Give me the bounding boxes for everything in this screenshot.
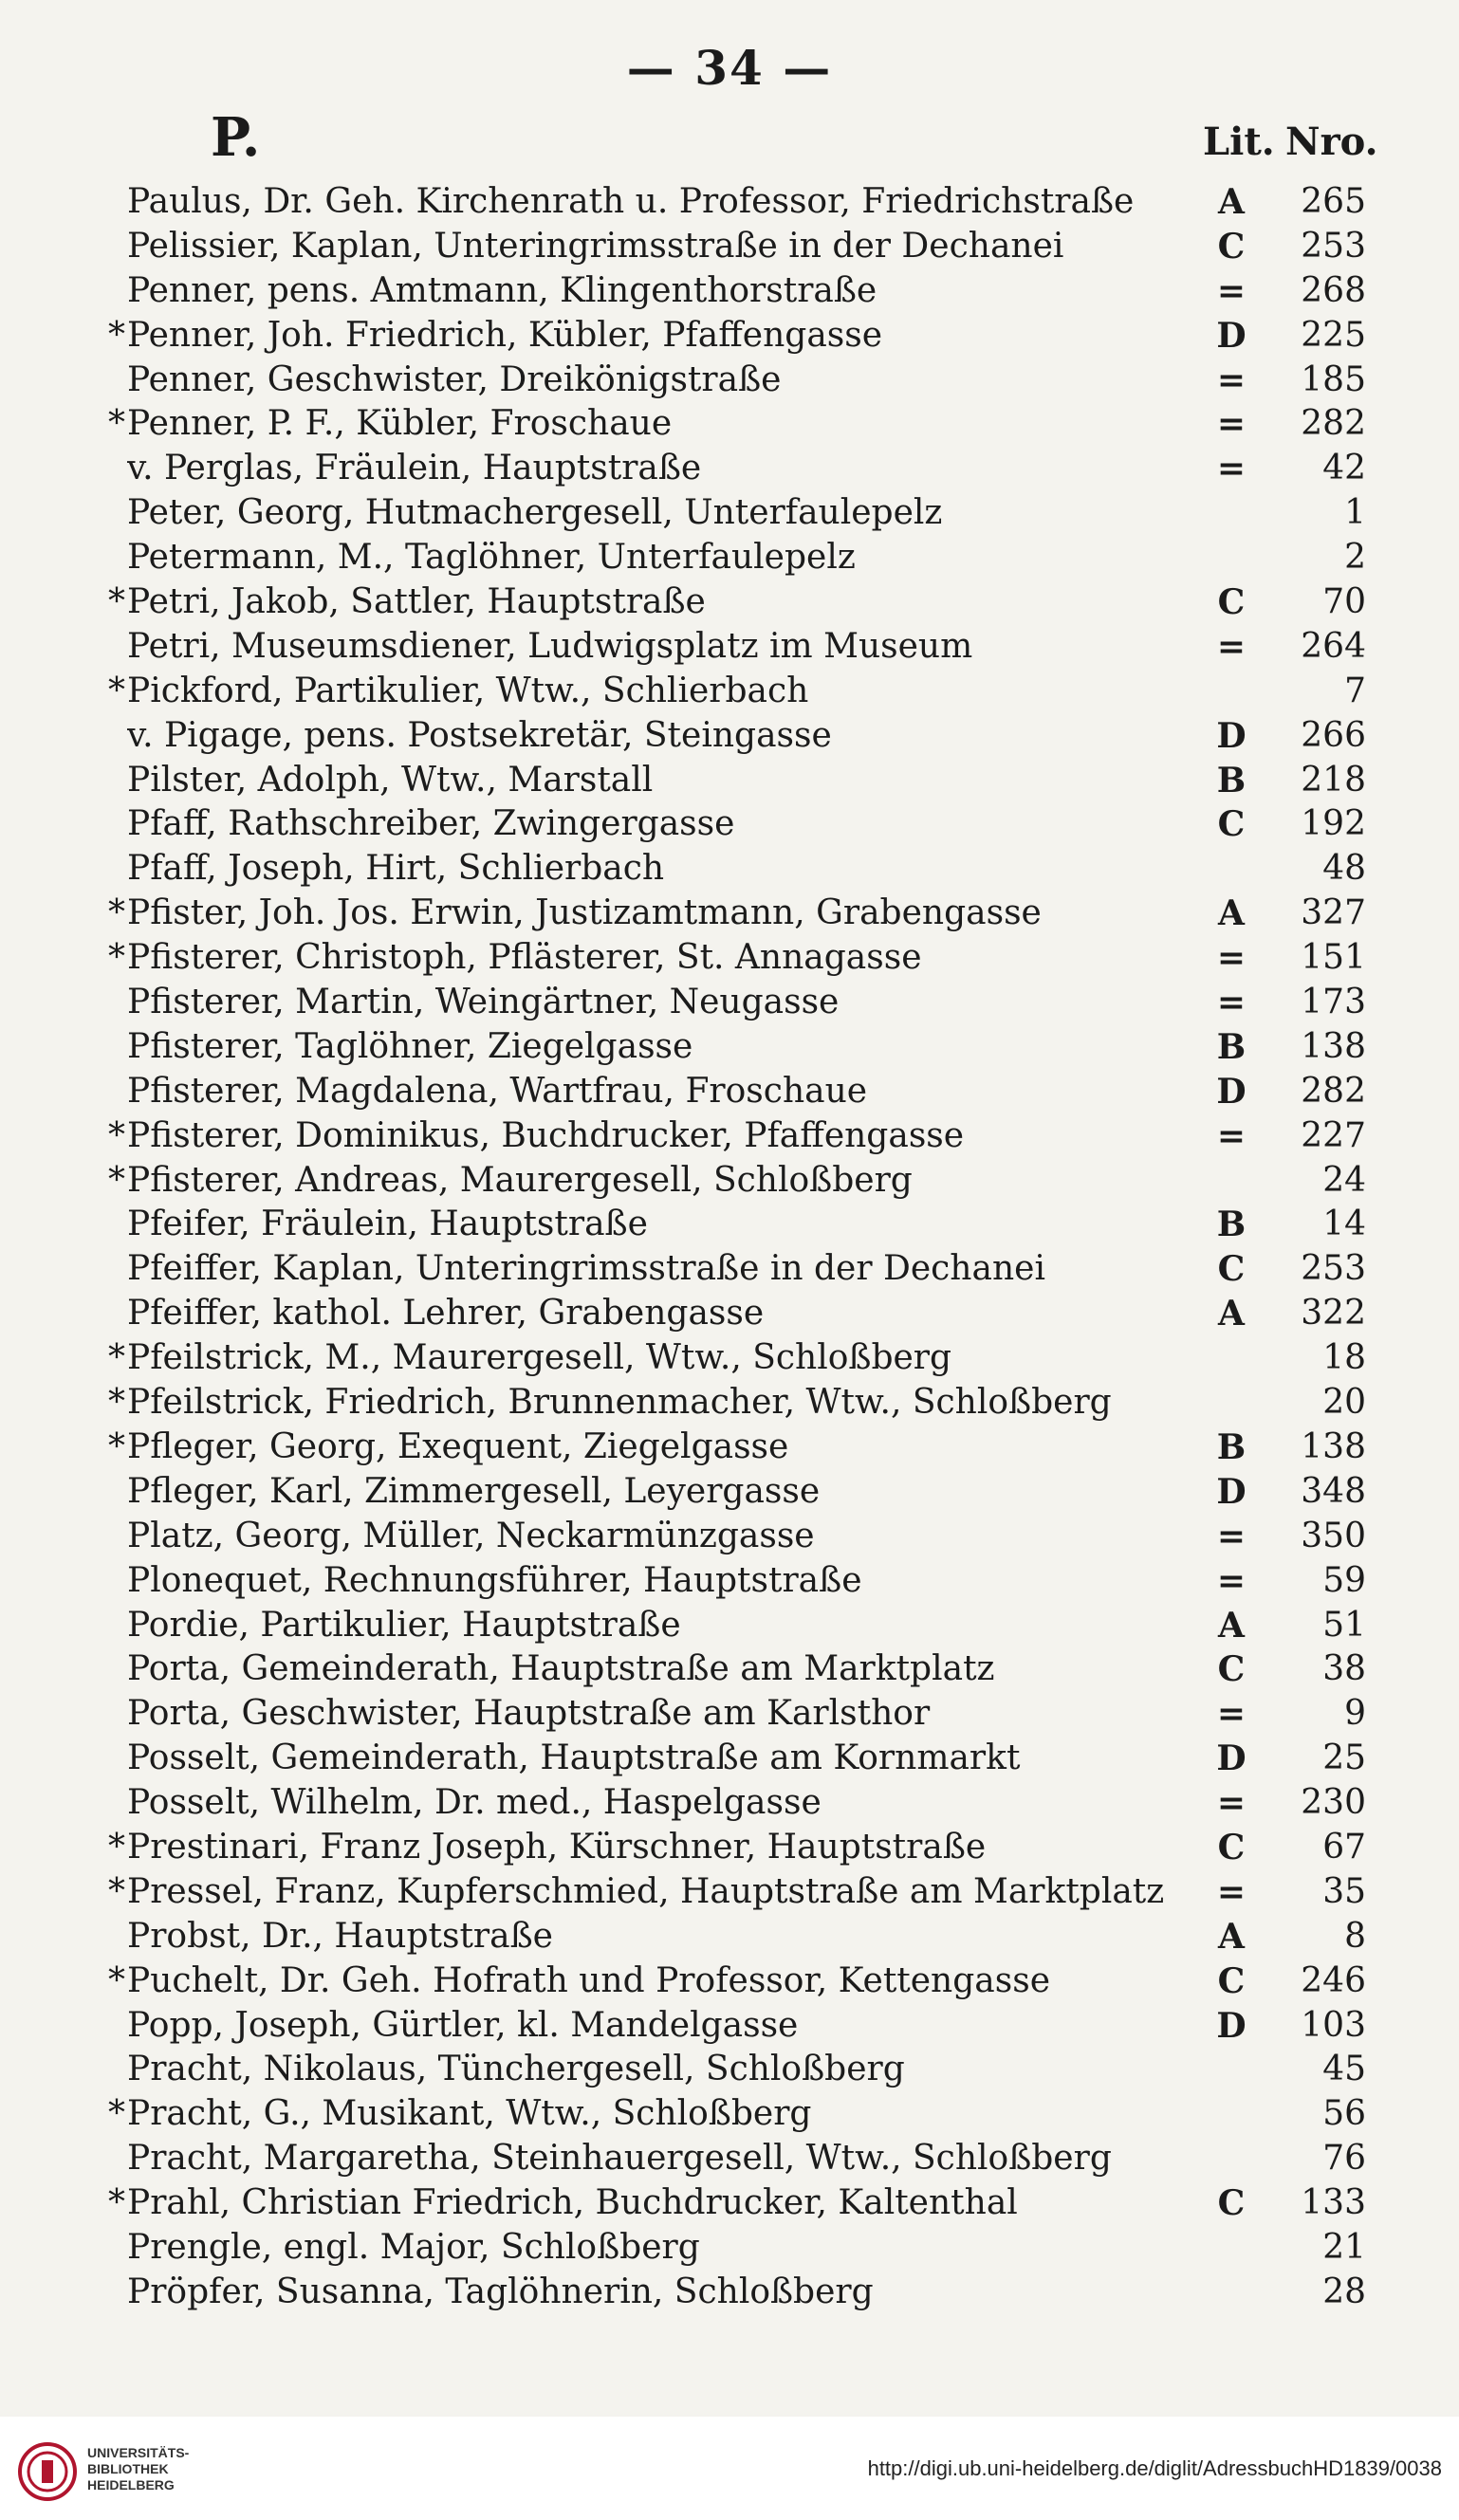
address-entry (0, 180, 1459, 225)
entry-star-marker: * (108, 1960, 125, 2000)
address-entry (0, 1559, 1459, 1604)
entry-nro-value: 21 (1322, 2227, 1366, 2267)
entry-name-text: Pröpfer, Susanna, Taglöhnerin, Schloßberg (127, 2272, 874, 2311)
address-entry (0, 2137, 1459, 2181)
entry-nro-value: 264 (1301, 626, 1366, 666)
entry-star-marker: * (108, 1383, 125, 1423)
address-entry (0, 670, 1459, 714)
entry-lit-value: = (1216, 1871, 1247, 1912)
entry-nro-value: 266 (1301, 715, 1366, 755)
address-entry (0, 1025, 1459, 1070)
address-entry (0, 359, 1459, 403)
entry-nro-value: 138 (1301, 1026, 1366, 1066)
entry-name-text: Penner, Geschwister, Dreikönigstraße (127, 359, 782, 399)
address-entry (0, 225, 1459, 269)
entry-nro-value: 25 (1322, 1738, 1366, 1778)
entry-nro-value: 218 (1301, 760, 1366, 800)
entry-name-text: Petri, Museumsdiener, Ludwigsplatz im Museum (127, 626, 973, 666)
entry-star-marker: * (108, 315, 125, 355)
entry-name-text: Pilster, Adolph, Wtw., Marstall (127, 760, 654, 800)
address-entry (0, 802, 1459, 847)
entry-nro-value: 48 (1322, 849, 1366, 889)
address-entry (0, 2004, 1459, 2049)
entry-name-text: Petermann, M., Taglöhner, Unterfaulepelz (127, 538, 856, 578)
entry-name-text: Pfleger, Georg, Exequent, Ziegelgasse (127, 1426, 789, 1466)
entry-nro-value: 265 (1301, 182, 1366, 221)
entry-name-text: Prengle, engl. Major, Schloßberg (127, 2227, 700, 2267)
entry-nro-value: 230 (1301, 1783, 1366, 1823)
entry-nro-value: 45 (1322, 2050, 1366, 2089)
address-entry (0, 1070, 1459, 1114)
entry-lit-value: = (1216, 1694, 1247, 1735)
entry-name-text: Plonequet, Rechnungsführer, Hauptstraße (127, 1560, 862, 1600)
entry-name-text: Pordie, Partikulier, Hauptstraße (127, 1605, 681, 1645)
entry-nro-value: 51 (1322, 1605, 1366, 1645)
entry-lit-value: = (1216, 1783, 1247, 1824)
entry-name-text: Pfisterer, Taglöhner, Ziegelgasse (127, 1026, 693, 1066)
address-entry (0, 1203, 1459, 1247)
entry-name-text: Pfisterer, Martin, Weingärtner, Neugasse (127, 983, 840, 1022)
entry-name-text: Popp, Joseph, Gürtler, kl. Mandelgasse (127, 2005, 799, 2045)
entry-name-text: Pfaff, Joseph, Hirt, Schlierbach (127, 849, 665, 889)
entry-name-text: Pfeilstrick, Friedrich, Brunnenmacher, Wtw., Schloßberg (127, 1383, 1112, 1423)
entry-name-text: Penner, pens. Amtmann, Klingenthorstraße (127, 270, 877, 310)
address-entry (0, 314, 1459, 359)
entry-nro-value: 348 (1301, 1471, 1366, 1511)
entry-name-text: Pfisterer, Christoph, Pflästerer, St. Annagasse (127, 938, 922, 978)
address-entry (0, 1959, 1459, 2004)
entry-nro-value: 282 (1301, 404, 1366, 444)
address-entry (0, 2271, 1459, 2315)
entry-nro-value: 173 (1301, 983, 1366, 1022)
entry-name-text: Pfister, Joh. Jos. Erwin, Justizamtmann, Grabengasse (127, 893, 1042, 933)
entry-nro-value: 70 (1322, 582, 1366, 622)
address-entry (0, 1159, 1459, 1204)
entry-nro-value: 1 (1344, 493, 1366, 533)
entry-nro-value: 133 (1301, 2183, 1366, 2223)
entry-name-text: Pfleger, Karl, Zimmergesell, Leyergasse (127, 1471, 821, 1511)
entry-lit-value: A (1218, 182, 1245, 222)
entry-lit-value: C (1217, 582, 1246, 623)
column-header-nro: Nro. (1285, 120, 1378, 164)
entry-nro-value: 14 (1322, 1205, 1366, 1244)
entry-name-text: Penner, P. F., Kübler, Froschaue (127, 404, 673, 444)
entry-lit-value: = (1216, 449, 1247, 489)
entry-lit-value: A (1218, 1294, 1245, 1334)
entry-nro-value: 59 (1322, 1560, 1366, 1600)
entry-name-text: Petri, Jakob, Sattler, Hauptstraße (127, 582, 706, 622)
address-entry (0, 981, 1459, 1025)
entry-nro-value: 253 (1301, 226, 1366, 266)
entry-name-text: Posselt, Gemeinderath, Hauptstraße am Kornmarkt (127, 1738, 1021, 1778)
entry-name-text: Posselt, Wilhelm, Dr. med., Haspelgasse (127, 1783, 822, 1823)
column-header-row (0, 106, 1459, 173)
entry-lit-value: C (1217, 1960, 1246, 2001)
entry-nro-value: 185 (1301, 359, 1366, 399)
entry-lit-value: D (1216, 1738, 1247, 1779)
entry-name-text: Prestinari, Franz Joseph, Kürschner, Hauptstraße (127, 1827, 987, 1867)
entry-name-text: Prahl, Christian Friedrich, Buchdrucker, Kaltenthal (127, 2183, 1018, 2223)
entry-star-marker: * (108, 938, 125, 978)
entry-name-text: Pracht, G., Musikant, Wtw., Schloßberg (127, 2094, 812, 2134)
entry-nro-value: 2 (1344, 538, 1366, 578)
entry-nro-value: 268 (1301, 270, 1366, 310)
entry-nro-value: 246 (1301, 1960, 1366, 2000)
entry-nro-value: 24 (1322, 1160, 1366, 1200)
address-entry-list (0, 180, 1459, 2315)
entry-nro-value: 350 (1301, 1516, 1366, 1555)
entry-nro-value: 8 (1344, 1916, 1366, 1956)
entry-star-marker: * (108, 893, 125, 933)
entry-nro-value: 322 (1301, 1294, 1366, 1334)
address-entry (0, 2092, 1459, 2137)
entry-name-text: Paulus, Dr. Geh. Kirchenrath u. Professor, Friedrichstraße (127, 182, 1135, 221)
entry-nro-value: 35 (1322, 1871, 1366, 1911)
entry-nro-value: 192 (1301, 804, 1366, 844)
entry-star-marker: * (108, 1338, 125, 1378)
entry-star-marker: * (108, 1871, 125, 1911)
entry-name-text: Platz, Georg, Müller, Neckarmünzgasse (127, 1516, 815, 1555)
source-url-link[interactable]: http://digi.ub.uni-heidelberg.de/diglit/AdressbuchHD1839/0038 (867, 2456, 1442, 2480)
entry-star-marker: * (108, 671, 125, 710)
university-seal-icon (17, 2441, 78, 2502)
address-entry (0, 847, 1459, 892)
entry-star-marker: * (108, 1160, 125, 1200)
entry-nro-value: 76 (1322, 2139, 1366, 2179)
entry-nro-value: 327 (1301, 893, 1366, 933)
entry-lit-value: C (1217, 226, 1246, 267)
entry-nro-value: 138 (1301, 1426, 1366, 1466)
entry-lit-value: D (1216, 1471, 1247, 1512)
entry-nro-value: 38 (1322, 1649, 1366, 1689)
entry-name-text: Porta, Geschwister, Hauptstraße am Karlsthor (127, 1694, 931, 1734)
entry-lit-value: C (1217, 1827, 1246, 1867)
entry-name-text: Pickford, Partikulier, Wtw., Schlierbach (127, 671, 809, 710)
entry-nro-value: 67 (1322, 1827, 1366, 1867)
entry-lit-value: C (1217, 804, 1246, 845)
entry-lit-value: D (1216, 715, 1247, 756)
entry-lit-value: = (1216, 938, 1247, 979)
address-entry (0, 1870, 1459, 1915)
address-entry (0, 1247, 1459, 1292)
entry-lit-value: C (1217, 2183, 1246, 2224)
entry-nro-value: 20 (1322, 1383, 1366, 1423)
address-entry (0, 1737, 1459, 1781)
entry-name-text: Pracht, Nikolaus, Tünchergesell, Schloßberg (127, 2050, 905, 2089)
entry-star-marker: * (108, 2183, 125, 2223)
entry-lit-value: = (1216, 404, 1247, 445)
address-entry (0, 269, 1459, 314)
address-entry (0, 1470, 1459, 1515)
entry-name-text: Pfeiffer, kathol. Lehrer, Grabengasse (127, 1294, 765, 1334)
address-entry (0, 759, 1459, 803)
entry-nro-value: 18 (1322, 1338, 1366, 1378)
address-entry (0, 1915, 1459, 1959)
entry-name-text: v. Pigage, pens. Postsekretär, Steingasse (127, 715, 832, 755)
entry-nro-value: 56 (1322, 2094, 1366, 2134)
entry-star-marker: * (108, 1115, 125, 1155)
entry-lit-value: C (1217, 1249, 1246, 1290)
entry-nro-value: 103 (1301, 2005, 1366, 2045)
address-entry (0, 402, 1459, 447)
entry-lit-value: = (1216, 359, 1247, 400)
address-entry (0, 1647, 1459, 1692)
entry-nro-value: 28 (1322, 2272, 1366, 2311)
entry-lit-value: = (1216, 983, 1247, 1023)
address-entry (0, 1426, 1459, 1470)
entry-nro-value: 151 (1301, 938, 1366, 978)
entry-lit-value: A (1218, 893, 1245, 934)
entry-nro-value: 227 (1301, 1115, 1366, 1155)
entry-name-text: Pfisterer, Magdalena, Wartfrau, Froschaue (127, 1071, 868, 1111)
address-entry (0, 447, 1459, 491)
address-entry (0, 625, 1459, 670)
address-entry (0, 1336, 1459, 1381)
entry-lit-value: C (1217, 1649, 1246, 1690)
entry-lit-value: B (1216, 1205, 1247, 1245)
address-entry (0, 1826, 1459, 1870)
entry-name-text: Pfaff, Rathschreiber, Zwingergasse (127, 804, 735, 844)
address-entry (0, 936, 1459, 981)
entry-name-text: Pracht, Margaretha, Steinhauergesell, Wtw., Schloßberg (127, 2139, 1112, 2179)
entry-nro-value: 282 (1301, 1071, 1366, 1111)
address-entry (0, 1781, 1459, 1826)
entry-star-marker: * (108, 404, 125, 444)
entry-lit-value: B (1216, 1026, 1247, 1067)
entry-star-marker: * (108, 582, 125, 622)
address-entry (0, 2181, 1459, 2226)
address-entry (0, 2048, 1459, 2092)
entry-lit-value: B (1216, 760, 1247, 800)
entry-nro-value: 42 (1322, 449, 1366, 488)
entry-lit-value: = (1216, 626, 1247, 667)
entry-lit-value: D (1216, 1071, 1247, 1112)
address-entry (0, 2226, 1459, 2271)
library-logo-text: UNIVERSITÄTS- BIBLIOTHEK HEIDELBERG (87, 2445, 190, 2492)
entry-nro-value: 253 (1301, 1249, 1366, 1289)
entry-name-text: Pfisterer, Andreas, Maurergesell, Schloßberg (127, 1160, 913, 1200)
entry-star-marker: * (108, 1827, 125, 1867)
entry-name-text: Pressel, Franz, Kupferschmied, Hauptstraße am Marktplatz (127, 1871, 1165, 1911)
entry-lit-value: = (1216, 1560, 1247, 1601)
entry-name-text: Penner, Joh. Friedrich, Kübler, Pfaffengasse (127, 315, 883, 355)
column-header-lit: Lit. (1203, 120, 1275, 164)
entry-nro-value: 7 (1344, 671, 1366, 710)
section-letter: P. (211, 106, 261, 169)
entry-lit-value: B (1216, 1426, 1247, 1467)
entry-lit-value: A (1218, 1605, 1245, 1646)
entry-star-marker: * (108, 2094, 125, 2134)
footer-bar (0, 2417, 1459, 2520)
entry-name-text: Peter, Georg, Hutmachergesell, Unterfaulepelz (127, 493, 943, 533)
address-entry (0, 1381, 1459, 1426)
address-entry (0, 536, 1459, 580)
entry-name-text: Pfisterer, Dominikus, Buchdrucker, Pfaffengasse (127, 1115, 965, 1155)
entry-lit-value: = (1216, 1115, 1247, 1156)
entry-name-text: Pfeifer, Fräulein, Hauptstraße (127, 1205, 648, 1244)
entry-lit-value: D (1216, 2005, 1247, 2046)
entry-lit-value: = (1216, 270, 1247, 311)
entry-star-marker: * (108, 1426, 125, 1466)
entry-name-text: Pelissier, Kaplan, Unteringrimsstraße in der Dechanei (127, 226, 1064, 266)
entry-name-text: Pfeilstrick, M., Maurergesell, Wtw., Schloßberg (127, 1338, 952, 1378)
address-entry (0, 1604, 1459, 1648)
address-entry (0, 491, 1459, 536)
entry-name-text: v. Perglas, Fräulein, Hauptstraße (127, 449, 702, 488)
entry-lit-value: = (1216, 1516, 1247, 1556)
entry-nro-value: 9 (1344, 1694, 1366, 1734)
entry-name-text: Porta, Gemeinderath, Hauptstraße am Marktplatz (127, 1649, 995, 1689)
address-entry (0, 892, 1459, 936)
address-entry (0, 1292, 1459, 1336)
address-entry (0, 580, 1459, 625)
page-number: — 34 — (626, 40, 833, 96)
entry-name-text: Pfeiffer, Kaplan, Unteringrimsstraße in der Dechanei (127, 1249, 1045, 1289)
address-entry (0, 1515, 1459, 1559)
entry-lit-value: D (1216, 315, 1247, 356)
entry-name-text: Puchelt, Dr. Geh. Hofrath und Professor, Kettengasse (127, 1960, 1051, 2000)
address-entry (0, 1692, 1459, 1737)
entry-lit-value: A (1218, 1916, 1245, 1957)
entry-nro-value: 225 (1301, 315, 1366, 355)
entry-name-text: Probst, Dr., Hauptstraße (127, 1916, 553, 1956)
address-entry (0, 1114, 1459, 1159)
address-entry (0, 714, 1459, 759)
